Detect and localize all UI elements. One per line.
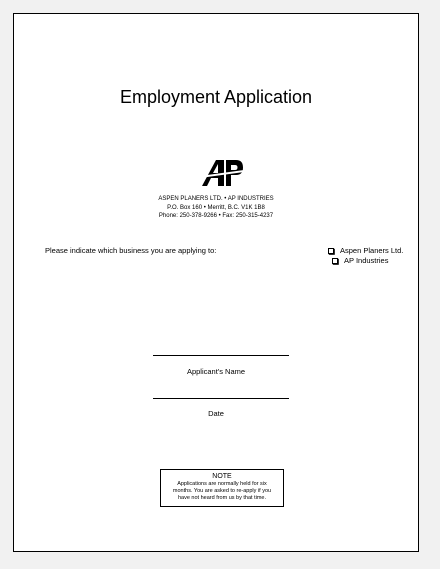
option-ap-industries[interactable]: [332, 256, 403, 266]
page-title: Employment Application: [119, 87, 313, 107]
checkbox-icon[interactable]: [328, 248, 334, 254]
note-box: [160, 469, 284, 507]
business-prompt: Please indicate which business you are applying to:: [45, 246, 217, 255]
option-aspen-planers[interactable]: [328, 246, 403, 256]
business-options: [328, 246, 403, 266]
option-label: Aspen Planers Ltd.: [340, 246, 404, 255]
checkbox-icon[interactable]: [332, 258, 338, 264]
company-names: ASPEN PLANERS LTD. • AP INDUSTRIES: [158, 196, 274, 202]
applicant-name-line[interactable]: [153, 355, 289, 356]
date-line[interactable]: [153, 398, 289, 399]
option-label: AP Industries: [344, 256, 389, 265]
applicant-name-label: Applicant's Name: [186, 367, 246, 376]
note-title: NOTE: [212, 473, 232, 480]
ap-logo: [200, 156, 244, 188]
company-address: [14, 195, 418, 221]
note-body: Applications are normally held for six months. You are asked to re-apply if you have not heard from us by that time.: [172, 481, 272, 501]
company-phone-fax: Phone: 250-378-9266 • Fax: 250-315-4237: [158, 213, 274, 219]
application-page: [13, 13, 419, 552]
date-label: Date: [208, 409, 224, 418]
company-mailing-address: P.O. Box 160 • Merritt, B.C. V1K 1B8: [167, 204, 265, 211]
